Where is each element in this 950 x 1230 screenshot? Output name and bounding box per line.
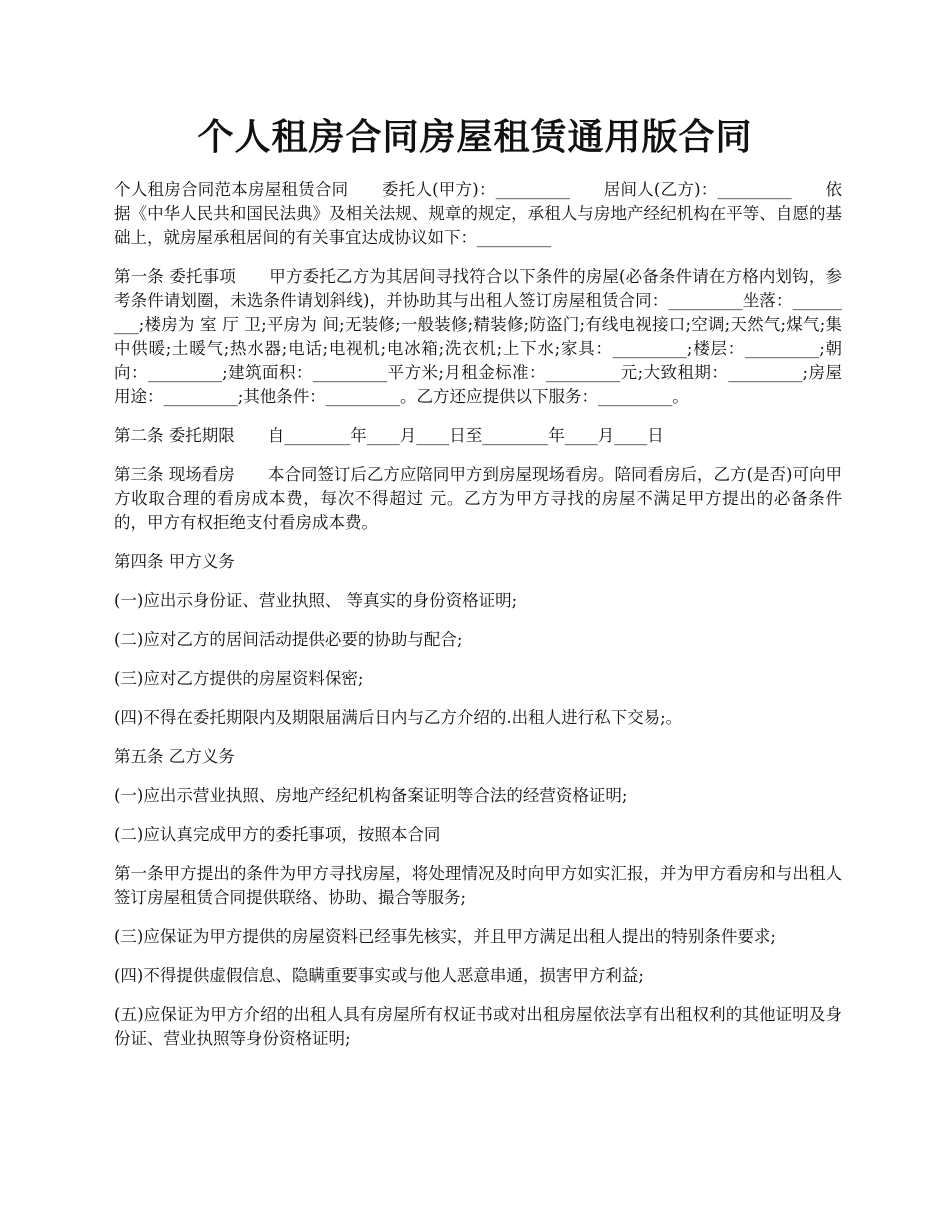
article-4-item-2: (二)应对乙方的居间活动提供必要的协助与配合; <box>114 630 463 649</box>
article-5-item-2: (二)应认真完成甲方的委托事项，按照本合同 <box>114 825 441 844</box>
intro-paragraph: 个人租房合同范本房屋租赁合同 委托人(甲方)：_________ 居间人(乙方)：_________ 依据《中华人民共和国民法典》及相关法规、规章的规定，承租人与房地产经纪机构在平等、自愿的基础上，就房屋承租居间的有关事宜达成协议如下：_________ <box>114 180 842 247</box>
article-4-item-4: (四)不得在委托期限内及期限届满后日内与乙方介绍的.出租人进行私下交易;。 <box>114 708 683 727</box>
article-3-site-viewing: 第三条 现场看房 本合同签订后乙方应陪同甲方到房屋现场看房。陪同看房后，乙方(是否)可向甲方收取合理的看房成本费，每次不得超过 元。乙方为甲方寻找的房屋不满足甲方提出的必备条件的，甲方有权拒绝支付看房成本费。 <box>114 465 842 532</box>
article-4-item-3: (三)应对乙方提供的房屋资料保密; <box>114 669 364 688</box>
article-5-item-1: (一)应出示营业执照、房地产经纪机构备案证明等合法的经营资格证明; <box>114 786 628 805</box>
article-4-item-1: (一)应出示身份证、营业执照、 等真实的身份资格证明; <box>114 591 518 610</box>
article-5-item-3: (三)应保证为甲方提供的房屋资料已经事先核实，并且甲方满足出租人提出的特别条件要求; <box>114 927 776 946</box>
article-4-heading: 第四条 甲方义务 <box>114 552 235 571</box>
article-1-entrusted-matters: 第一条 委托事项 甲方委托乙方为其居间寻找符合以下条件的房屋(必备条件请在方格内划钩，参考条件请划圈，未选条件请划斜线)，并协助其与出租人签订房屋租赁合同：_________坐落：_________;楼房为 室 厅 卫;平房为 间;无装修;一般装修;精装修;防盗门;有线电视接口;空调;天然气;煤气;集中供暖;土暖气;热水器;电话;电视机;电冰箱;洗衣机;上下水;家具：_________;楼层：_________;朝向：_________;建筑面积：_________平方米;月租金标准：_________元;大致租期：_________;房屋用途：_________;其他条件：_________。乙方还应提供以下服务：_________。 <box>114 267 842 406</box>
article-5-heading: 第五条 乙方义务 <box>114 747 235 766</box>
article-5-item-5: (五)应保证为甲方介绍的出租人具有房屋所有权证书或对出租房屋依法享有出租权利的其他证明及身份证、营业执照等身份资格证明; <box>114 1005 842 1048</box>
article-5-item-4: (四)不得提供虚假信息、隐瞒重要事实或与他人恶意串通，损害甲方利益; <box>114 966 644 985</box>
document-body <box>114 178 842 1066</box>
article-5-item-2-continued: 第一条甲方提出的条件为甲方寻找房屋，将处理情况及时向甲方如实汇报，并为甲方看房和与出租人签订房屋租赁合同提供联络、协助、撮合等服务; <box>114 864 842 907</box>
article-2-entrustment-period: 第二条 委托期限 自________年____月____日至________年____月____日 <box>114 426 664 445</box>
document-title: 个人租房合同房屋租赁通用版合同 <box>197 116 753 158</box>
